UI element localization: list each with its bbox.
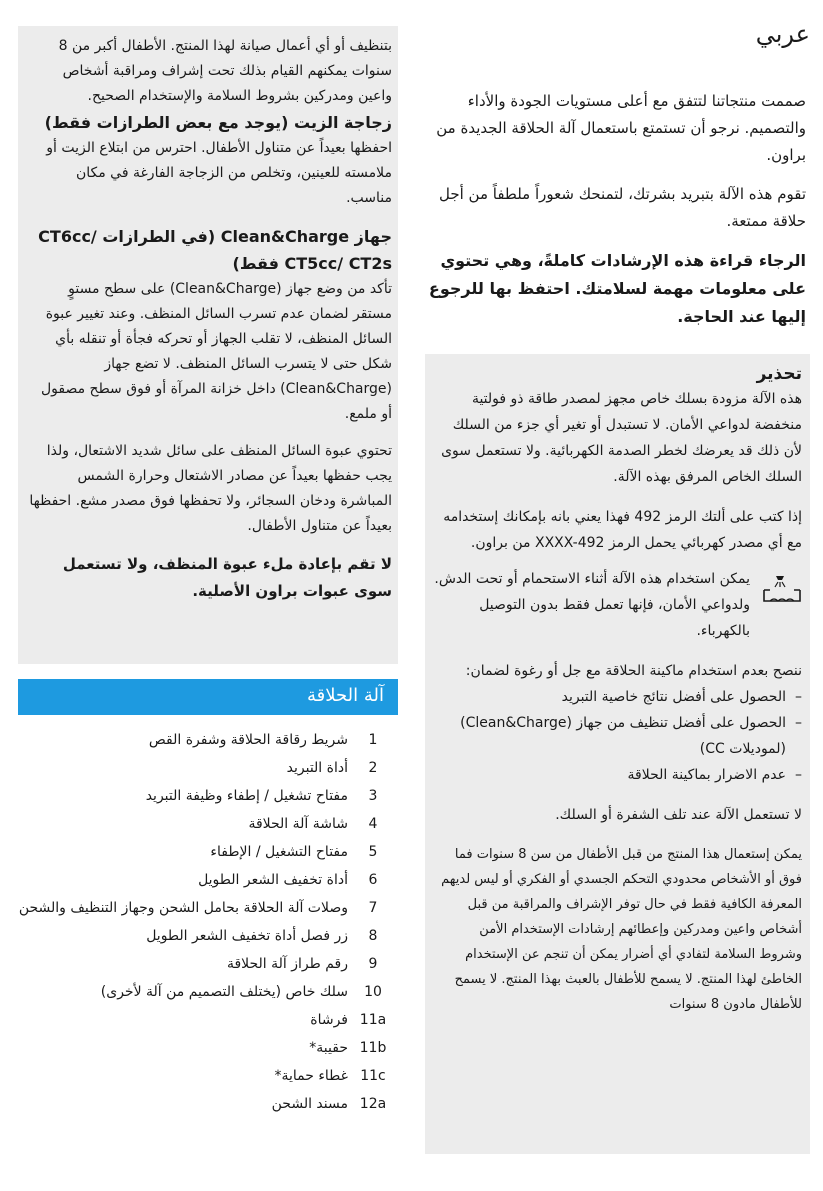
list-item: 11b حقيبة* — [309, 1040, 387, 1056]
parts-list — [18, 726, 398, 1118]
intro-important-notice: الرجاء قراءة هذه الإرشادات كاملةً، وهي تحتوي على معلومات مهمة لسلامتك. احتفظ بها للرجوع إليها عند الحاجة. — [428, 251, 806, 326]
list-item: 11c غطاء حماية* — [274, 1068, 386, 1084]
list-item: 4 شاشة آلة الحلاقة — [248, 816, 378, 832]
language-title: عربي — [755, 20, 810, 48]
oil-heading: زجاجة الزيت (يوجد مع بعض الطرازات فقط) — [44, 113, 392, 132]
warning-cord-paragraph: هذه الآلة مزودة بسلك خاص مجهز لمصدر طاقة ذو فولتية منخفضة لدواعي الأمان. لا تستبدل أو تغير أي جزء من السلك لأن ذلك قد يعرضك لخطر الصدمة الكهربائية. ولا تستعمل سوى السلك الخاص المرفق بهذه الآلة. — [441, 391, 802, 485]
list-item: – عدم الاضرار بماكينة الحلاقة — [434, 762, 786, 788]
list-item: 9 رقم طراز آلة الحلاقة — [226, 956, 378, 972]
clean-charge-heading: جهاز Clean&Charge (في الطرازات CT6cc/ CT5cc/ CT2s فقط) — [38, 227, 392, 273]
intro-paragraph-1: صممت منتجاتنا لتتفق مع أعلى مستويات الجودة والأداء والتصميم. نرجو أن تستمتع باستعمال آلة الحلاقة الجديدة من براون. — [436, 92, 806, 164]
intro-section — [428, 88, 806, 331]
oil-text: احفظها بعيداً عن متناول الأطفال. احترس من ابتلاع الزيت أو ملامسته للعينين، وتخلص من الزجاجة الفارغة في مكان مناسب. — [46, 140, 392, 206]
recommend-list — [434, 684, 802, 788]
list-item: 3 مفتاح تشغيل / إطفاء وظيفة التبريد — [145, 788, 378, 804]
children-continued: بتنظيف أو أي أعمال صيانة لهذا المنتج. الأطفال أكبر من 8 سنوات يمكنهم القيام بذلك تحت إشراف ومراقبة أشخاص واعين ومدركين بشروط السلامة والإستخدام الصحيح. — [58, 38, 392, 104]
shower-text: يمكن استخدام هذه الآلة أثناء الاستحمام أو تحت الدش. ولدواعي الأمان، فإنها تعمل فقط بدون التوصيل بالكهرباء. — [434, 571, 750, 639]
list-item: 2 أداة التبريد — [286, 760, 378, 776]
warning-title: تحذير — [756, 364, 802, 384]
shaver-header-label: آلة الحلاقة — [307, 685, 384, 706]
list-item: 6 أداة تخفيف الشعر الطويل — [198, 872, 378, 888]
warning-section — [434, 364, 802, 1017]
clean-charge-text: تأكد من وضع جهاز (Clean&Charge) على سطح مستوٍ مستقر لضمان عدم تسرب السائل المنظف. وعند تغيير عبوة السائل المنظف، لا تقلب الجهاز أو تحركه فجأة أو تنقله بأي شكل حتى لا يتسرب السائل المنظف. لا تضع جهاز (Clean&Charge) داخل خزانة المرآة أو فوق سطح مصقول أو ملمع. — [40, 281, 392, 422]
children-warning: يمكن إستعمال هذا المنتج من قبل الأطفال من سن 8 سنوات فما فوق أو الأشخاص محدودي التحكم الجسدي أو الفكري أو ليس لديهم المعرفة الكافية فقط في حال توفر الإشراف والمراقبة من قبل أشخاص واعين ومدركين وإعطائهم إرشادات الإستخدام الأمن وشروط السلامة لتفادي أي أضرار يمكن أن تنجم عن الإستخدام الخاطئ لهذا المنتج. لا يسمح للأطفال بالعبث بهذا المنتج. لا يسمح للأطفال مادون 8 سنوات — [441, 847, 802, 1012]
list-item: 10 سلك خاص (يختلف التصميم من آلة لأخرى) — [100, 984, 382, 1000]
list-item: 7 وصلات آلة الحلاقة بحامل الشحن وجهاز التنظيف والشحن — [18, 900, 378, 916]
list-item: 11a فرشاة — [310, 1012, 387, 1028]
flammable-text: تحتوي عبوة السائل المنظف على سائل شديد الاشتعال، ولذا يجب حفظها بعيداً عن مصادر الاشتعال وحرارة الشمس المباشرة ودخان السجائر، ولا تحفظها فوق مصدر مشع. احفظها بعيداً عن متناول الأطفال. — [29, 443, 392, 534]
damaged-warning: لا تستعمل الآلة عند تلف الشفرة أو السلك. — [555, 807, 802, 823]
warning-492-paragraph: إذا كتب على ألتك الرمز 492 فهذا يعني بانه بإمكانك إستخدامه مع أي مصدر كهربائي يحمل الرمز XXXX-492 من براون. — [443, 509, 802, 551]
list-item: 1 شريط رقاقة الحلاقة وشفرة القص — [148, 732, 378, 748]
intro-paragraph-2: تقوم هذه الآلة بتبريد بشرتك، لتمنحك شعوراً ملطفاً من أجل حلاقة ممتعة. — [438, 185, 806, 230]
shaver-section-header — [18, 679, 398, 715]
continued-section — [28, 34, 392, 605]
recommend-text: ننصح بعدم استخدام ماكينة الحلاقة مع جل أو رغوة لضمان: — [465, 663, 802, 679]
shower-row — [434, 566, 802, 644]
list-item: 8 زر فصل أداة تخفيف الشعر الطويل — [146, 928, 378, 944]
list-item: 12a مسند الشحن — [271, 1096, 387, 1112]
list-item: 5 مفتاح التشغيل / الإطفاء — [210, 844, 378, 860]
list-item: – الحصول على أفضل نتائج خاصية التبريد — [434, 684, 786, 710]
refill-warning: لا تقم بإعادة ملء عبوة المنظف، ولا تستعمل سوى عبوات براون الأصلية. — [62, 555, 392, 600]
list-item: – الحصول على أفضل تنظيف من جهاز (Clean&Charge) (لموديلات CC) — [434, 710, 786, 762]
shower-icon — [760, 570, 802, 608]
